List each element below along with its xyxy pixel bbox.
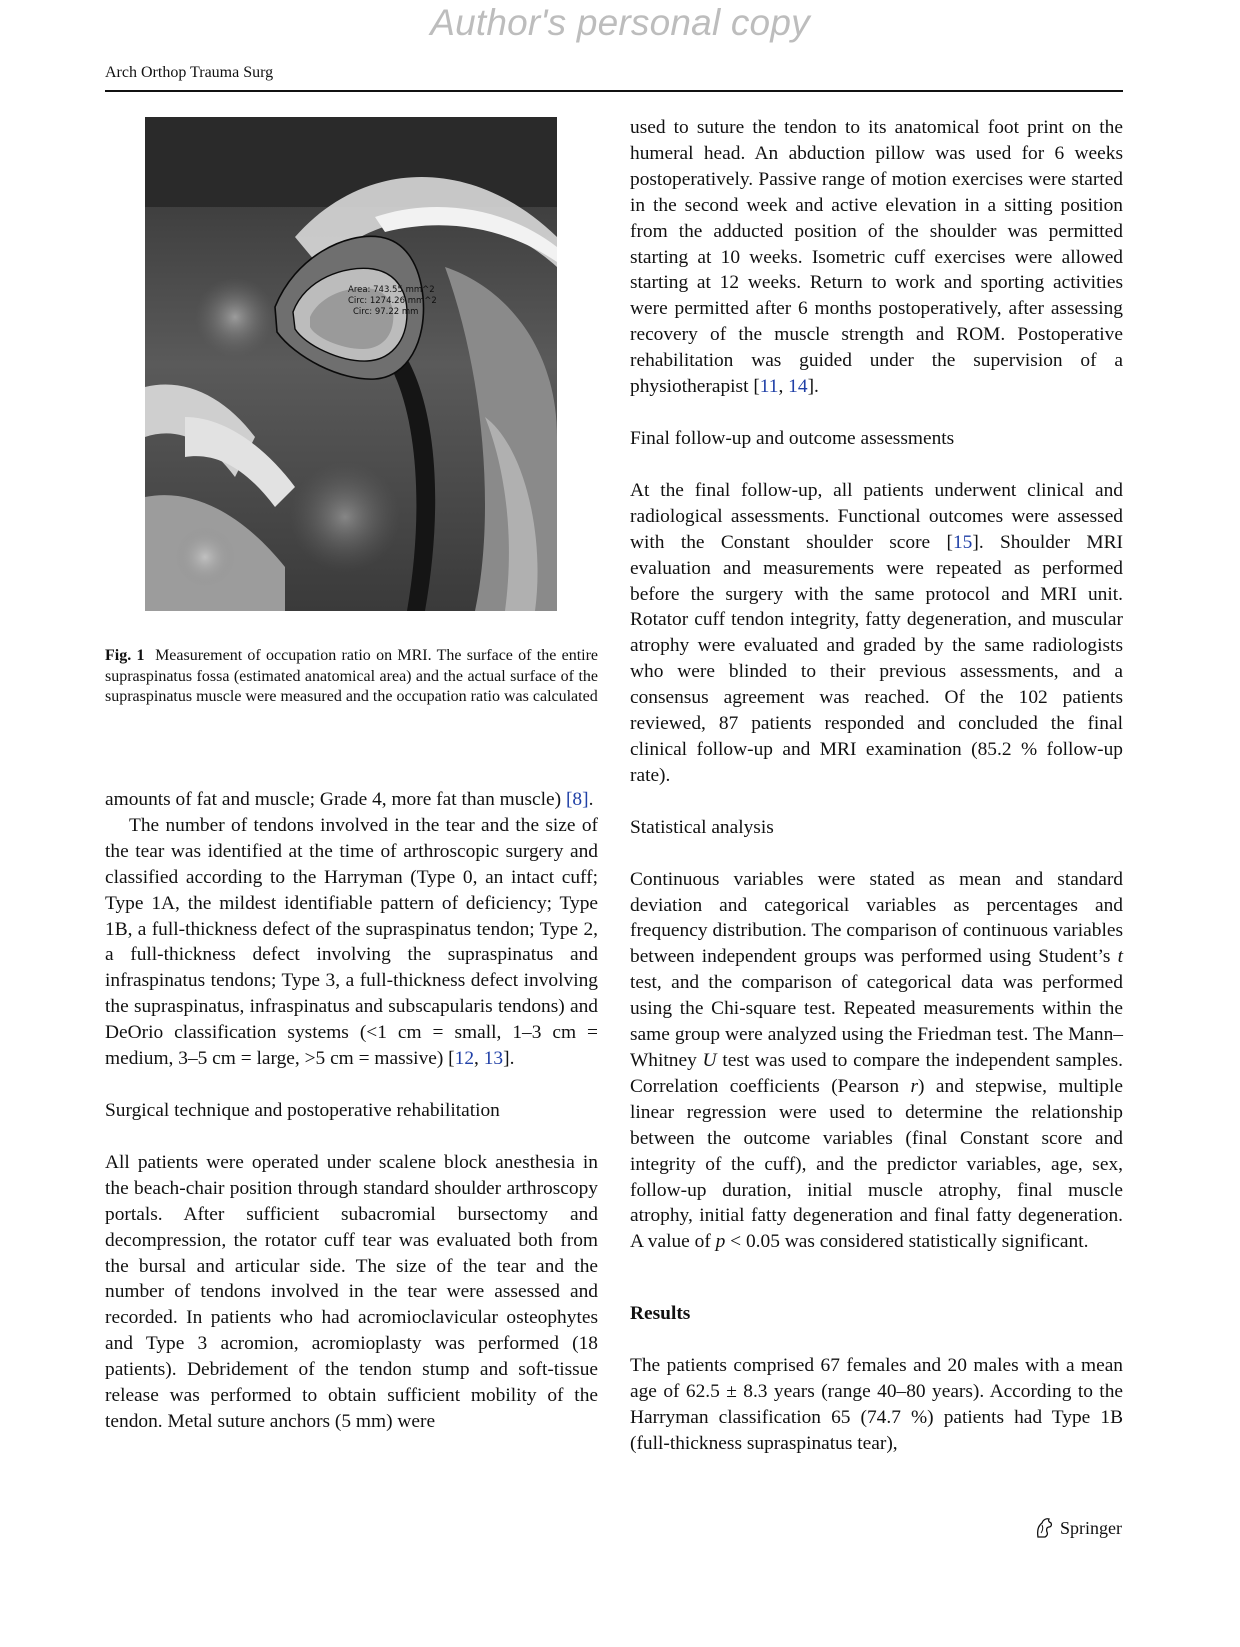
header-rule [105,90,1123,92]
paragraph: used to suture the tendon to its anatomical foot print on the humeral head. An abduction pillow was used for 6 weeks postoperatively. Passive range of motion exercises were started in the second week and active elevation in a sitting position from the adducted position of the shoulder was permitted starting at 10 weeks. Isometric cuff exercises were allowed starting at 12 weeks. Return to work and sporting activities were permitted after 6 months postoperatively, after assessing recovery of the muscle strength and ROM. Postoperative rehabilitation was guided under the supervision of a physiotherapist [11, 14]. [630,117,1123,398]
figure-caption [105,646,598,708]
mri-image [145,117,557,611]
figure-caption-text: Measurement of occupation ratio on MRI. The surface of the entire supraspinatus fossa (estimated anatomical area) and the actual surface of the supraspinatus muscle were measured and the occupation ratio was calculated [105,647,599,706]
reference-link[interactable]: 12 [454,1048,475,1070]
italic-symbol: p [715,1231,726,1253]
paragraph [630,478,1123,789]
results-heading: Results [630,1303,691,1325]
paragraph-text: At the final follow-up, all patients underwent clinical and radiological assessments. Functional outcomes were assessed with the Constant shoulder score [ [630,479,1123,553]
paragraph: amounts of fat and muscle; Grade 4, more fat than muscle) [8]. [105,789,594,810]
overlay-area: Area: 743.55 mm^2 [348,285,435,295]
overlay-circ: Circ: 97.22 mm [353,307,419,317]
mri-figure [145,117,557,611]
section-heading: Final follow-up and outcome assessments [630,427,955,449]
reference-link[interactable]: 13 [483,1048,504,1070]
paragraph-text: test was used to compare the independent samples. Correlation coefficients (Pearson [630,1050,1123,1097]
right-column [630,115,1123,1457]
figure-label: Fig. 1 [105,647,145,664]
paragraph-text: Continuous variables were stated as mean and standard deviation and categorical variables as percentages and frequency distribution. The comparison of continuous variables between independent groups was performed using Student’s [630,868,1123,968]
paragraph-text: used to suture the tendon to its anatomical foot print on the humeral head. An abduction pillow was used for 6 weeks postoperatively. Passive range of motion exercises were started in the second week and active elevation in a sitting position from the adducted position of the shoulder was permitted starting at 10 weeks. Isometric cuff exercises were allowed starting at 12 weeks. Return to work and sporting activities were permitted after 6 months postoperatively, after assessing recovery of the muscle strength and ROM. Postoperative rehabilitation was guided under the supervision of a physiotherapist [ [630,117,1123,398]
paragraph: The patients comprised 67 females and 20 males with a mean age of 62.5 ± 8.3 years (range 40–80 years). According to the Harryman classification 65 (74.7 %) patients had Type 1B (full-thickness supraspinatus tear), [630,1355,1123,1454]
italic-symbol: r [910,1075,919,1097]
paragraph-text: amounts of fat and muscle; Grade 4, more fat than muscle) [105,789,562,810]
paragraph: All patients were operated under scalene block anesthesia in the beach-chair position through standard shoulder arthroscopy portals. After sufficient subacromial bursectomy and decompression, the rotator cuff tear was evaluated both from the bursal and articular side. The size of the tear and the number of tendons involved in the tear were assessed and recorded. In patients who had acromioclavicular osteophytes and Type 3 acromion, acromioplasty was performed (18 patients). Debridement of the tendon stump and soft-tissue release was performed to obtain sufficient mobility of the tendon. Metal suture anchors (5 mm) were [105,1151,598,1432]
section-heading: Surgical technique and postoperative rehabilitation [105,1099,500,1121]
publisher-name: Springer [1060,1517,1122,1538]
reference-link[interactable]: 15 [952,531,973,553]
reference-link[interactable]: 11 [759,376,779,398]
paragraph-text: ]. Shoulder MRI evaluation and measurements were repeated as performed before the surgery with the same protocol and MRI unit. Rotator cuff tendon integrity, fatty degeneration, and muscular atrophy were evaluated and graded by the same radiologists who were blinded to their previous assessments, and a consensus agreement was reached. Of the 102 patients reviewed, 87 patients responded and concluded the final clinical follow-up and MRI examination (85.2 % follow-up rate). [630,531,1123,786]
watermark: Author's personal copy [430,2,810,43]
paragraph-text: The number of tendons involved in the tear and the size of the tear was identified at the time of arthroscopic surgery and classified according to the Harryman (Type 0, an intact cuff; Type 1A, the mildest identifiable pattern of deficiency; Type 1B, a full-thickness defect of the supraspinatus tendon; Type 2, a full-thickness defect involving the supraspinatus and infraspinatus tendons; Type 3, a full-thickness defect involving the supraspinatus, infraspinatus and subscapularis tendons) and DeOrio classification systems (<1 cm = small, 1–3 cm = medium, 3–5 cm = large, >5 cm = massive) [ [105,814,598,1070]
paragraph-text: test, and the comparison of categorical data was performed using the Chi-square test. Repeated measurements within the same group were analyzed using the Friedman test. The Mann–Whitney [630,972,1123,1071]
paragraph-text: ) and stepwise, multiple linear regression were used to determine the relationship between the outcome variables (final Constant score and integrity of the cuff), and the predictor variables, age, sex, follow-up duration, initial muscle atrophy, final muscle atrophy, initial fatty degeneration and final fatty degeneration. A value of [630,1075,1123,1253]
paragraph: The number of tendons involved in the tear and the size of the tear was identified at the time of arthroscopic surgery and classified according to the Harryman (Type 0, an intact cuff; Type 1A, the mildest identifiable pattern of deficiency; Type 1B, a full-thickness defect of the supraspinatus tendon; Type 2, a full-thickness defect involving the supraspinatus and infraspinatus tendons; Type 3, a full-thickness defect involving the supraspinatus, infraspinatus and subscapularis tendons) and DeOrio classification systems (<1 cm = small, 1–3 cm = medium, 3–5 cm = large, >5 cm = massive) [12, 13]. [105,814,598,1070]
left-column [105,787,598,1435]
italic-symbol: t [1117,946,1123,968]
overlay-circ-area: Circ: 1274.26 mm^2 [348,296,437,306]
section-heading: Statistical analysis [630,816,774,838]
springer-logo [1034,1517,1122,1539]
springer-horse-icon [1034,1517,1054,1539]
italic-symbol: U [702,1050,717,1071]
reference-link[interactable]: 14 [788,376,808,398]
reference-link[interactable]: [8] [565,789,589,810]
paragraph-text: < 0.05 was considered statistically significant. [725,1231,1089,1253]
paragraph [630,867,1123,1256]
running-head: Arch Orthop Trauma Surg [105,64,274,81]
